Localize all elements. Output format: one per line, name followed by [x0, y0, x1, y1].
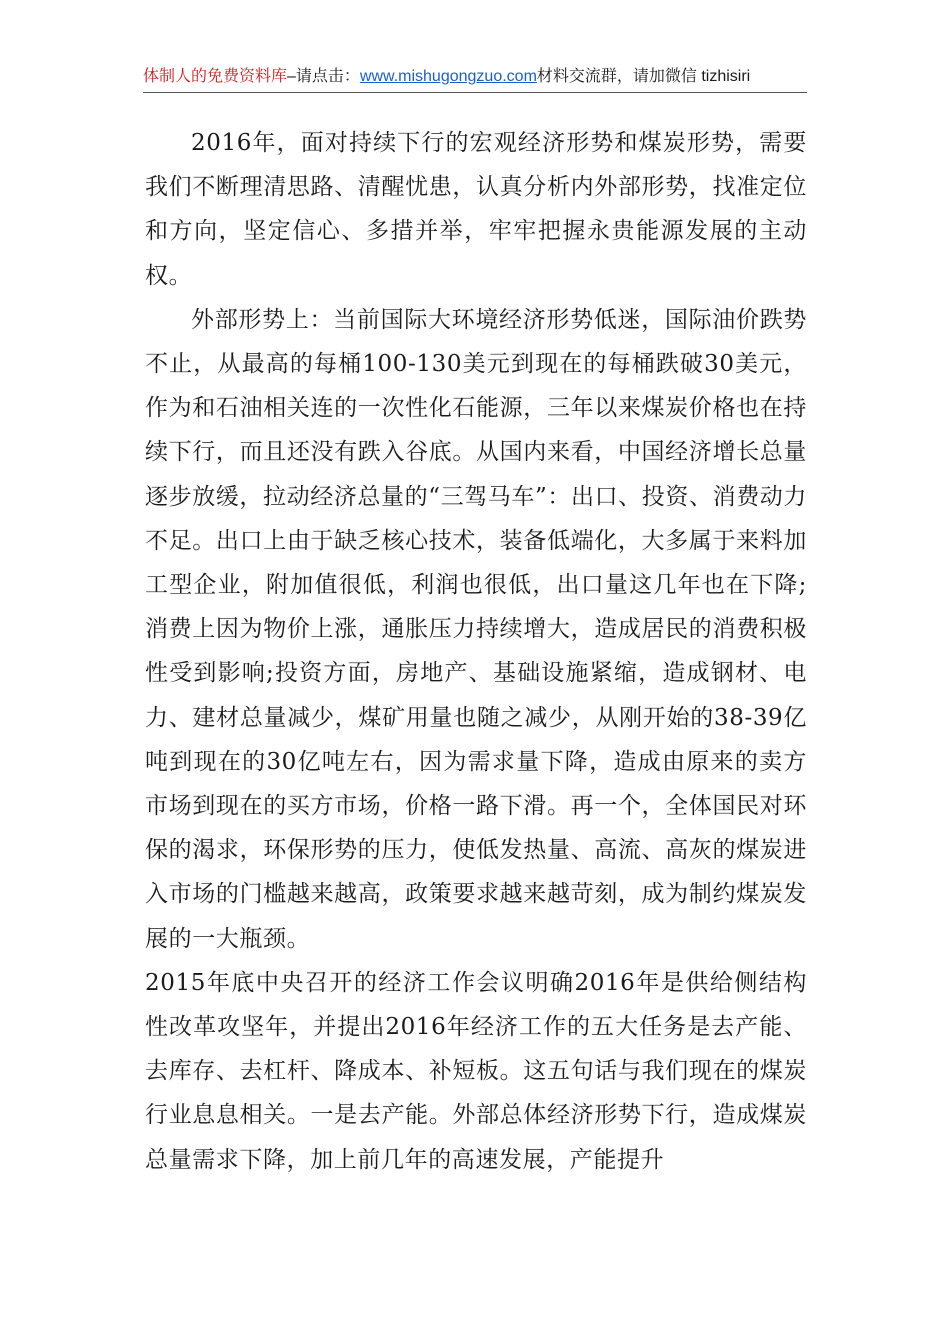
document-body: [145, 121, 807, 1182]
page-header: [143, 62, 807, 93]
paragraph-economic-conference: 2015年底中央召开的经济工作会议明确2016年是供给侧结构性改革攻坚年，并提出2016年经济工作的五大任务是去产能、去库存、去杠杆、降成本、补短板。这五句话与我们现在的煤炭行业息息相关。一是去产能。外部总体经济形势下行，造成煤炭总量需求下降，加上前几年的高速发展，产能提升: [145, 969, 807, 1173]
paragraph-intro: 2016年，面对持续下行的宏观经济形势和煤炭形势，需要我们不断理清思路、清醒忧患，认真分析内外部形势，找准定位和方向，坚定信心、多措并举，牢牢把握永贵能源发展的主动权。: [145, 130, 807, 289]
header-brand: 体制人的免费资料库: [143, 68, 288, 85]
header-prompt: –请点击：: [287, 68, 360, 85]
paragraph-external-situation: 外部形势上：当前国际大环境经济形势低迷，国际油价跌势不止，从最高的每桶100-130美元到现在的每桶跌破30美元，作为和石油相关连的一次性化石能源，三年以来煤炭价格也在持续下行，而且还没有跌入谷底。从国内来看，中国经济增长总量逐步放缓，拉动经济总量的“三驾马车”：出口、投资、消费动力不足。出口上由于缺乏核心技术，装备低端化，大多属于来料加工型企业，附加值很低，利润也很低，出口量这几年也在下降;消费上因为物价上涨，通胀压力持续增大，造成居民的消费积极性受到影响;投资方面，房地产、基础设施紧缩，造成钢材、电力、建材总量减少，煤矿用量也随之减少，从刚开始的38-39亿吨到现在的30亿吨左右，因为需求量下降，造成由原来的卖方市场到现在的买方市场，价格一路下滑。再一个，全体国民对环保的渴求，环保形势的压力，使低发热量、高流、高灰的煤炭进入市场的门槛越来越高，政策要求越来越苛刻，成为制约煤炭发展的一大瓶颈。: [145, 306, 807, 952]
header-contact-text: 材料交流群，请加微信 tizhisiri: [536, 68, 751, 85]
header-website-link[interactable]: www.mishugongzuo.com: [359, 68, 537, 85]
